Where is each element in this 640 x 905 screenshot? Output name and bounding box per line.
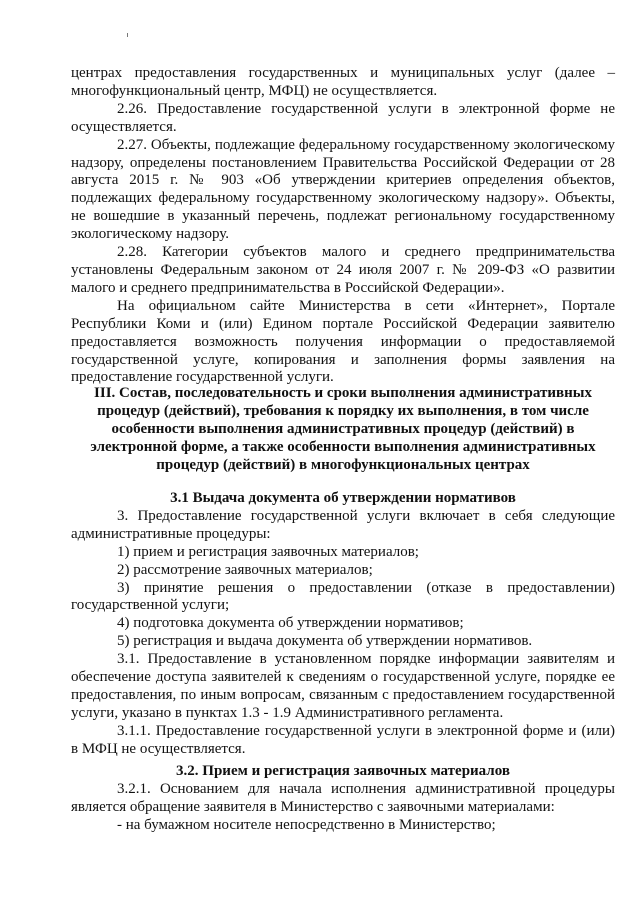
intro-paragraphs	[71, 65, 615, 387]
paragraph-3-1-1: 3.1.1. Предоставление государственной услуги в электронной форме и (или) в МФЦ не осуществляется.	[71, 722, 615, 757]
paragraph-3-2-1: 3.2.1. Основанием для начала исполнения административной процедуры является обращение заявителя в Министерство с заявочными материалами:	[71, 780, 615, 815]
list-item-3: 3) принятие решения о предоставлении (отказе в предоставлении) государственной услуги;	[71, 579, 615, 614]
scan-mark	[127, 33, 128, 37]
paragraph-official-site: На официальном сайте Министерства в сети «Интернет», Портале Республики Коми и (или) Едином портале Российской Федерации заявителю предоставляется возможность получения информации о предоставляемой государственной услуге, копирования и заполнения формы заявления на предоставление государственной услуги.	[71, 297, 615, 386]
paragraph-3: 3. Предоставление государственной услуги включает в себя следующие административные процедуры:	[71, 507, 615, 542]
subsection-3-2-title: 3.2. Прием и регистрация заявочных материалов	[176, 763, 510, 779]
list-item-4: 4) подготовка документа об утверждении нормативов;	[117, 615, 464, 632]
list-item-paper: - на бумажном носителе непосредственно в Министерство;	[117, 816, 496, 833]
list-item-5: 5) регистрация и выдача документа об утверждении нормативов.	[117, 633, 533, 650]
paragraph-2-26: 2.26. Предоставление государственной услуги в электронной форме не осуществляется.	[71, 100, 615, 135]
paragraph-3-1: 3.1. Предоставление в установленном порядке информации заявителям и обеспечение доступа заявителей к сведениям о государственной услуге, порядке ее предоставления, по иным вопросам, связанным с предоставлением государственной услуги, указано в пунктах 1.3 - 1.9 Административного регламента.	[71, 651, 615, 721]
section-3-title: III. Состав, последовательность и сроки выполнения административных процедур (действий), требования к порядку их выполнения, в том числе особенности выполнения административных процедур (действий) в электронной форме, а также особенности выполнения административных процедур (действий) в многофункциональных центрах	[90, 385, 596, 473]
subsection-3-2	[71, 763, 615, 835]
paragraph-2-27: 2.27. Объекты, подлежащие федеральному государственному экологическому надзору, определены постановлением Правительства Российской Федерации от 28 августа 2015 г. № 903 «Об утверждении критериев определения объектов, подлежащих федеральному государственному экологическому надзору». Объекты, не вошедшие в указанный перечень, подлежат региональному государственному экологическому надзору.	[71, 136, 615, 243]
paragraph-mfc-continuation: центрах предоставления государственных и муниципальных услуг (далее – многофункциональный центр, МФЦ) не осуществляется.	[71, 65, 615, 99]
paragraph-2-28: 2.28. Категории субъектов малого и среднего предпринимательства установлены Федеральным законом от 24 июля 2007 г. № 209-ФЗ «О развитии малого и среднего предпринимательства в Российской Федерации».	[71, 244, 615, 296]
list-item-1: 1) прием и регистрация заявочных материалов;	[117, 543, 419, 560]
subsection-3-1	[71, 490, 615, 759]
section-3-heading-block	[71, 385, 615, 475]
list-item-2: 2) рассмотрение заявочных материалов;	[117, 561, 373, 578]
subsection-3-1-title: 3.1 Выдача документа об утверждении нормативов	[170, 490, 516, 506]
